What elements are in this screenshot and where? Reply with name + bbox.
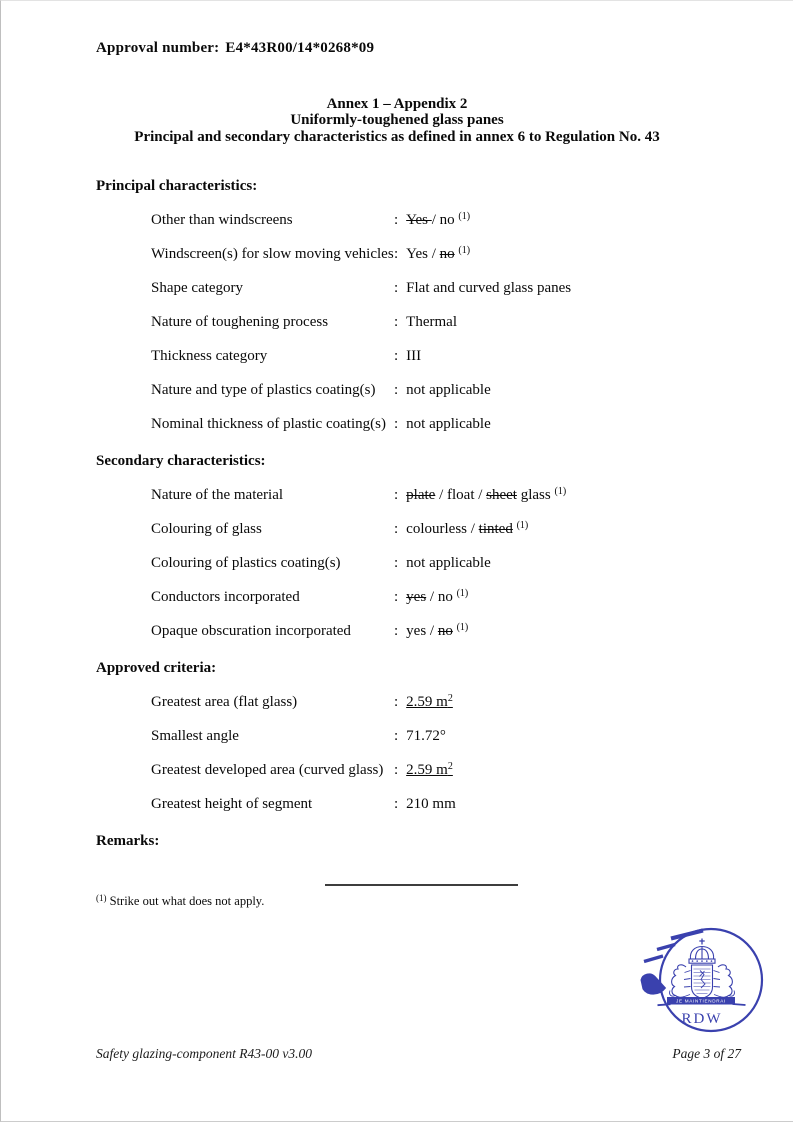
row-colon: : [394,416,399,432]
value-segment: Thermal [406,314,457,330]
row-label: Greatest developed area (curved glass) [151,762,384,778]
row-colon: : [394,623,399,639]
row-indent [96,554,151,573]
value-segment: not applicable [406,416,491,432]
row-label: Nature of the material [151,487,284,503]
row-label: Greatest height of segment [151,796,313,812]
row-colon: : [394,762,399,778]
row-colon: : [394,487,399,503]
row-label: Colouring of plastics coating(s) [151,555,341,571]
characteristic-row [96,381,746,400]
row-label: Nature and type of plastics coating(s) [151,382,376,398]
value-segment: glass [516,487,555,503]
row-colon: : [394,728,399,744]
value-segment: colourless / [406,521,479,537]
section-heading: Secondary characteristics: [96,453,266,469]
row-value [394,415,746,434]
rdw-stamp-graphic [625,918,770,1050]
value-segment: not applicable [406,382,491,398]
characteristic-row [96,588,746,607]
row-value [394,245,746,264]
row-colon: : [394,280,399,296]
footnote-separator [325,884,518,886]
footnote-marker: (1) [96,892,107,903]
row-label: Other than windscreens [151,212,293,228]
value-segment: 2 [447,761,453,772]
approval-number-value: E4*43R00/14*0268*09 [225,40,375,56]
stamp-motto-text: JE MAINTIENDRAI [675,998,727,1004]
row-colon: : [394,212,399,228]
characteristic-row [96,245,746,264]
row-label: Smallest angle [151,728,239,744]
characteristic-row [96,622,746,641]
page-footer [96,1046,741,1062]
row-label: Thickness category [151,348,268,364]
section-heading: Remarks: [96,833,160,849]
characteristic-row [96,520,746,539]
section-heading: Principal characteristics: [96,178,258,194]
row-indent [96,313,151,332]
row-indent [96,415,151,434]
characteristic-row [96,211,746,230]
value-segment: (1) [456,622,469,633]
value-segment: (1) [554,486,567,497]
footnote-text: Strike out what does not apply. [109,893,265,908]
characteristic-row [96,795,746,814]
row-colon: : [394,348,399,364]
row-colon: : [394,589,399,605]
footer-page-number: Page 3 of 27 [672,1046,741,1061]
left-lion [670,965,691,997]
section-heading: Approved criteria: [96,660,217,676]
value-segment: plate [406,487,436,503]
stamp-org-text: RDW [681,1011,723,1027]
value-segment: not applicable [406,555,491,571]
row-indent [96,279,151,298]
characteristic-row [96,279,746,298]
row-colon: : [394,382,399,398]
row-indent [96,727,151,746]
characteristic-row [96,347,746,366]
value-segment: 71.72° [406,728,446,744]
row-value [394,622,746,641]
characteristic-row [96,554,746,573]
row-indent [96,520,151,539]
row-indent [96,795,151,814]
value-segment: 2.59 m [406,762,448,778]
value-segment: III [406,348,422,364]
value-segment: / no [426,589,457,605]
row-value [394,347,746,366]
row-value [394,795,746,814]
row-label: Opaque obscuration incorporated [151,623,351,639]
row-value [394,693,746,712]
shield [692,965,713,999]
row-colon: : [394,314,399,330]
coat-of-arms [658,939,746,1028]
value-segment: yes [406,589,427,605]
value-segment: (1) [516,520,529,531]
approval-number-label: Approval number: [96,40,220,56]
characteristic-row [96,693,746,712]
crown [689,939,715,964]
row-value [394,486,746,505]
row-indent [96,245,151,264]
value-segment: 210 mm [406,796,456,812]
row-indent [96,211,151,230]
row-indent [96,381,151,400]
footnote [96,894,746,909]
row-label: Nominal thickness of plastic coating(s) [151,416,386,432]
characteristic-row [96,415,746,434]
row-colon: : [394,796,399,812]
row-label: Greatest area (flat glass) [151,694,298,710]
row-label: Shape category [151,280,244,296]
value-segment: yes / [406,623,438,639]
row-indent [96,693,151,712]
row-colon: : [394,555,399,571]
rdw-stamp [625,918,770,1050]
title-line-annex: Annex 1 – Appendix 2 [326,96,468,112]
row-label: Colouring of glass [151,521,262,537]
row-value [394,381,746,400]
row-value [394,761,746,780]
footer-document-id: Safety glazing-component R43-00 v3.00 [96,1046,312,1061]
value-segment: / no [431,212,459,228]
value-segment: 2.59 m [406,694,448,710]
row-label: Conductors incorporated [151,589,300,605]
document-title-block [1,96,793,145]
row-label: Windscreen(s) for slow moving vehicles [151,246,394,262]
value-segment: no [439,246,455,262]
row-value [394,520,746,539]
characteristic-row [96,313,746,332]
value-segment: Flat and curved glass panes [406,280,572,296]
row-value [394,211,746,230]
characteristic-row [96,727,746,746]
row-indent [96,761,151,780]
row-value [394,727,746,746]
value-segment: 2 [447,693,453,704]
value-segment: / float / [435,487,487,503]
approval-number-line [96,40,374,57]
row-indent [96,486,151,505]
row-indent [96,347,151,366]
row-value [394,279,746,298]
row-indent [96,588,151,607]
characteristic-row [96,486,746,505]
row-indent [96,622,151,641]
value-segment: (1) [458,211,471,222]
value-segment: sheet [486,487,517,503]
motto-banner [658,997,746,1005]
value-segment: no [437,623,453,639]
value-segment: (1) [456,588,469,599]
row-value [394,554,746,573]
row-value [394,588,746,607]
value-segment: tinted [478,521,513,537]
row-label: Nature of toughening process [151,314,329,330]
row-value [394,313,746,332]
right-lion [714,965,735,997]
title-line-subject: Uniformly-toughened glass panes [290,112,504,129]
characteristics-content [96,177,746,909]
sections [96,177,746,851]
characteristic-row [96,761,746,780]
value-segment: (1) [458,245,471,256]
row-colon: : [394,521,399,537]
row-colon: : [394,246,399,262]
title-line-description: Principal and secondary characteristics as defined in annex 6 to Regulation No. 43 [134,128,660,145]
row-colon: : [394,694,399,710]
value-segment: Yes / [406,246,440,262]
value-segment: Yes [406,212,432,228]
